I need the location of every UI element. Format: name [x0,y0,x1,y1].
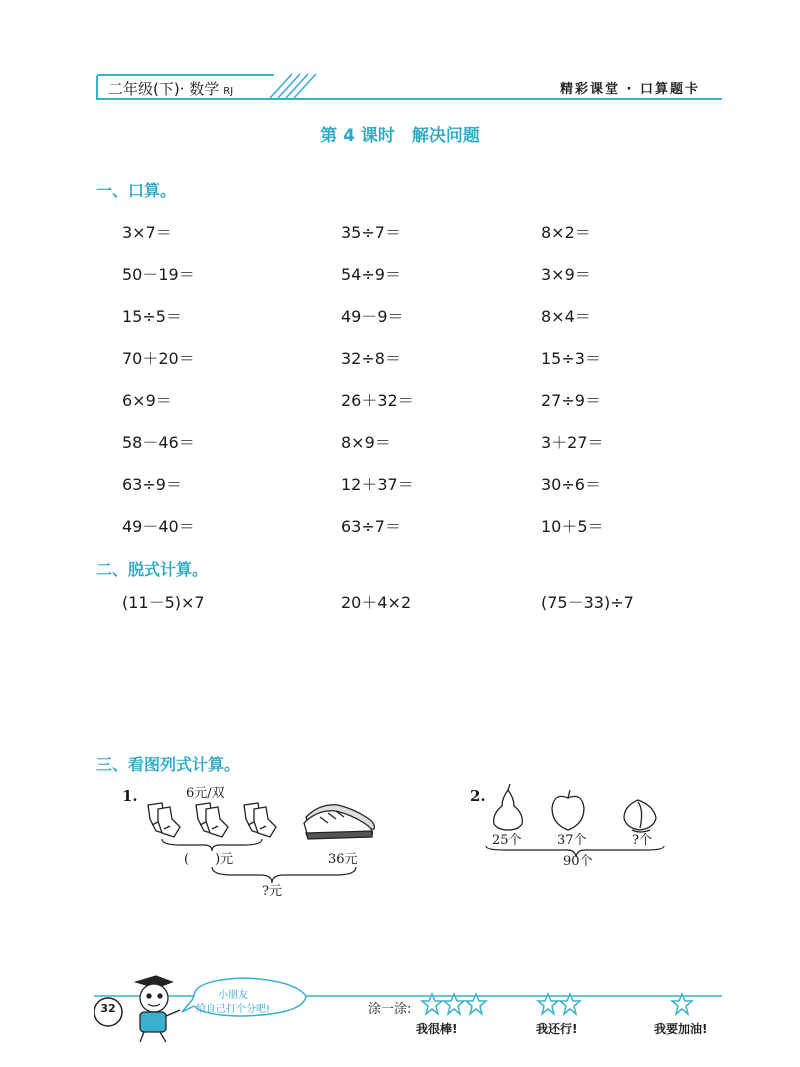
q1-socks-cost-label: ( )元 [184,852,234,867]
oral-problem: 27÷9＝ [541,391,601,410]
oral-problem: 15÷3＝ [541,349,601,368]
q2-peach-label: ?个 [632,833,652,848]
oral-problem: 49－40＝ [122,517,195,536]
q2-pear-label: 25个 [492,833,522,848]
page-number: 32 [100,1002,116,1015]
star-icon [672,994,692,1014]
oral-problem: 12＋37＝ [341,475,414,494]
apple-icon [552,796,584,830]
q2-apple-label: 37个 [557,833,587,848]
oral-problem: 50－19＝ [122,265,195,284]
header-slash-decoration [268,72,328,100]
sneakers-icon [304,805,374,839]
stepwise-problem: (11－5)×7 [122,593,205,612]
bubble-line-1: 小朋友 [218,990,248,1001]
stepwise-problem: 20＋4×2 [341,593,412,612]
star-icon [444,994,464,1014]
q1-total-label: ?元 [262,884,282,899]
oral-problem: 58－46＝ [122,433,195,452]
oral-problem: 8×2＝ [541,223,591,242]
oral-problem: 3＋27＝ [541,433,604,452]
pear-icon [494,790,523,830]
q1-total-bracket [212,867,356,883]
oral-problem: 6×9＝ [122,391,172,410]
lesson-title: 第 4 课时 解决问题 [320,126,480,146]
oral-problem: 35÷7＝ [341,223,401,242]
socks-icon [148,803,276,837]
stepwise-problem: (75－33)÷7 [541,593,634,612]
header-edition: RJ [223,86,234,97]
star-icon [466,994,486,1014]
star-icon [560,994,580,1014]
oral-problem: 70＋20＝ [122,349,195,368]
oral-problem: 63÷9＝ [122,475,182,494]
oral-problem: 30÷6＝ [541,475,601,494]
oral-problem: 10＋5＝ [541,517,604,536]
oral-problem: 3×7＝ [122,223,172,242]
question-2-number: 2. [470,787,486,805]
star-icon [538,994,558,1014]
oral-problem: 32÷8＝ [341,349,401,368]
question-1-number: 1. [122,787,138,805]
rating-great-label: 我很棒! [416,1022,458,1036]
cartoon-boy-icon [136,976,180,1042]
oral-problem: 15÷5＝ [122,307,182,326]
oral-problem: 49－9＝ [341,307,404,326]
header-grade-subject: 二年级(下)· 数学 [108,80,220,98]
oral-problem: 8×9＝ [341,433,391,452]
oral-problem: 8×4＝ [541,307,591,326]
color-prompt: 涂一涂: [368,1002,412,1017]
oral-problem: 54÷9＝ [341,265,401,284]
oral-problem: 3×9＝ [541,265,591,284]
q2-total-label: 90个 [563,854,593,869]
section-stepwise-title: 二、脱式计算。 [96,560,209,579]
rating-ok-label: 我还行! [536,1022,578,1036]
oral-problem: 26＋32＝ [341,391,414,410]
rating-stars [422,994,692,1014]
rating-try-harder-label: 我要加油! [654,1022,708,1036]
header-rule [96,98,722,100]
q1-unit-price: 6元/双 [186,786,225,801]
bubble-line-2: 给自己打个分吧! [196,1004,271,1015]
section-picture-title: 三、看图列式计算。 [96,755,241,774]
oral-problem: 63÷7＝ [341,517,401,536]
header-right-title: 精彩课堂 · 口算题卡 [560,82,700,97]
section-oral-title: 一、口算。 [96,181,177,200]
star-icon [422,994,442,1014]
header-left-title [108,78,233,99]
q1-shoes-cost-label: 36元 [328,852,358,867]
